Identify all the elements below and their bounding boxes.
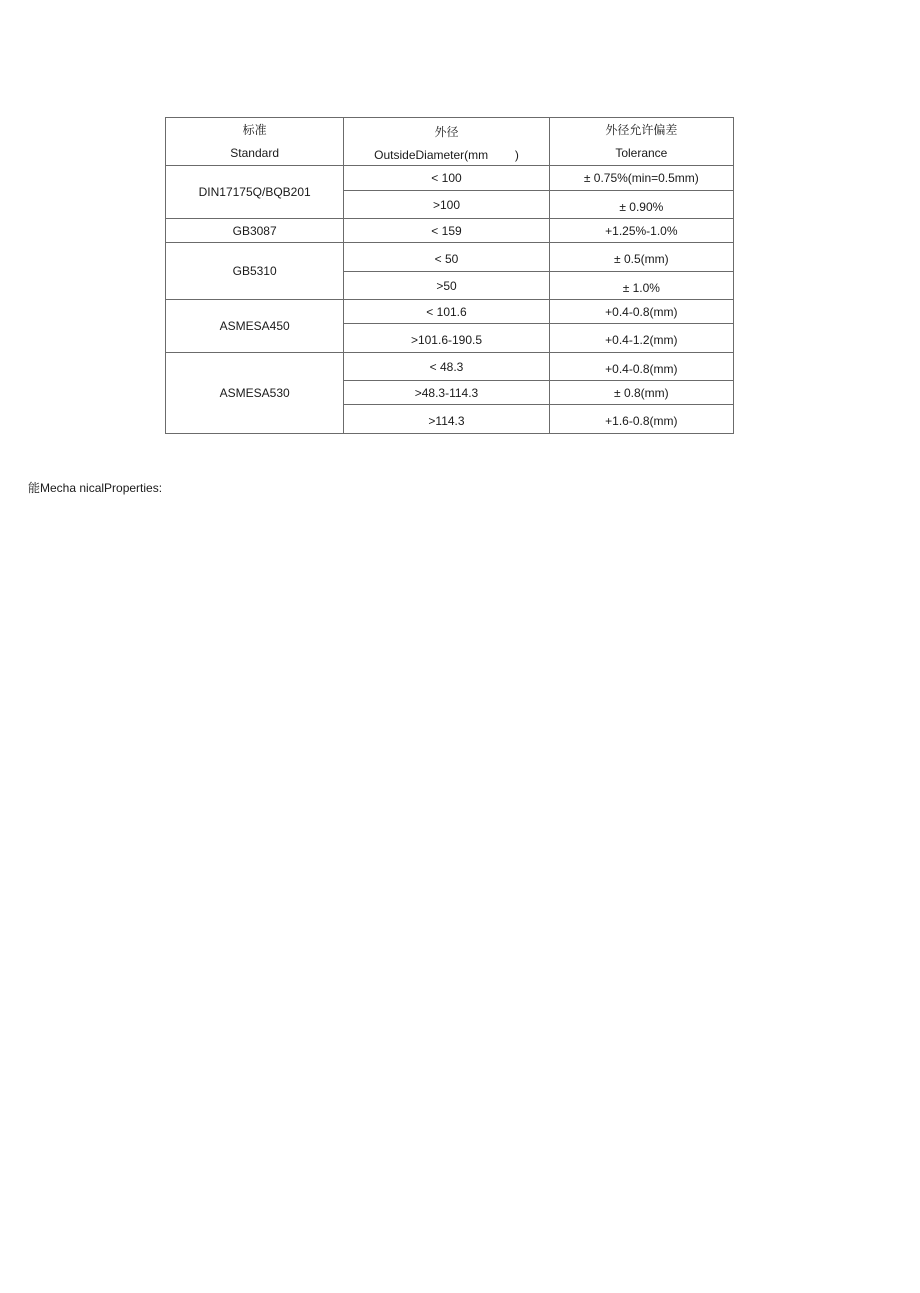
header-outside-diameter-en: OutsideDiameter(mm )	[374, 148, 519, 162]
table-row	[166, 353, 734, 381]
diameter-cell: < 48.3	[344, 353, 549, 381]
standard-cell: GB3087	[166, 219, 344, 243]
header-standard-cn: 标准	[242, 123, 267, 137]
diameter-cell: < 50	[344, 243, 549, 272]
header-standard	[166, 118, 344, 166]
diameter-cell: < 159	[344, 219, 549, 243]
standard-cell: GB5310	[166, 243, 344, 300]
table-row	[166, 219, 734, 243]
tolerance-cell: +1.6-0.8(mm)	[549, 405, 733, 434]
diameter-cell: < 101.6	[344, 300, 549, 324]
table-row	[166, 300, 734, 324]
diameter-cell: >48.3-114.3	[344, 381, 549, 405]
mechanical-properties-heading: 能Mecha nicalProperties:	[28, 481, 163, 495]
tolerance-cell: +1.25%-1.0%	[549, 219, 733, 243]
diameter-cell: >114.3	[344, 405, 549, 434]
tolerance-cell: ± 0.75%(min=0.5mm)	[549, 166, 733, 191]
diameter-cell: >101.6-190.5	[344, 324, 549, 353]
header-tolerance-cn: 外径允许偏差	[605, 123, 678, 137]
tolerance-cell: ± 0.8(mm)	[549, 381, 733, 405]
tolerance-cell: +0.4-0.8(mm)	[549, 353, 733, 381]
header-tolerance-en: Tolerance	[615, 146, 668, 160]
header-outside-diameter	[344, 118, 549, 166]
standard-cell: ASMESA530	[166, 353, 344, 434]
header-standard-en: Standard	[230, 146, 279, 160]
diameter-cell: < 100	[344, 166, 549, 191]
tolerance-cell: +0.4-1.2(mm)	[549, 324, 733, 353]
standard-cell: DIN17175Q/BQB201	[166, 166, 344, 219]
table-header-row	[166, 118, 734, 166]
header-tolerance	[549, 118, 733, 166]
table-row	[166, 243, 734, 272]
tolerance-cell: ± 0.90%	[549, 191, 733, 219]
tolerance-cell: +0.4-0.8(mm)	[549, 300, 733, 324]
tolerance-table	[165, 117, 734, 434]
header-outside-diameter-cn: 外径	[434, 125, 459, 139]
tolerance-cell: ± 0.5(mm)	[549, 243, 733, 272]
diameter-cell: >100	[344, 191, 549, 219]
diameter-cell: >50	[344, 272, 549, 300]
table-row	[166, 166, 734, 191]
tolerance-cell: ± 1.0%	[549, 272, 733, 300]
standard-cell: ASMESA450	[166, 300, 344, 353]
